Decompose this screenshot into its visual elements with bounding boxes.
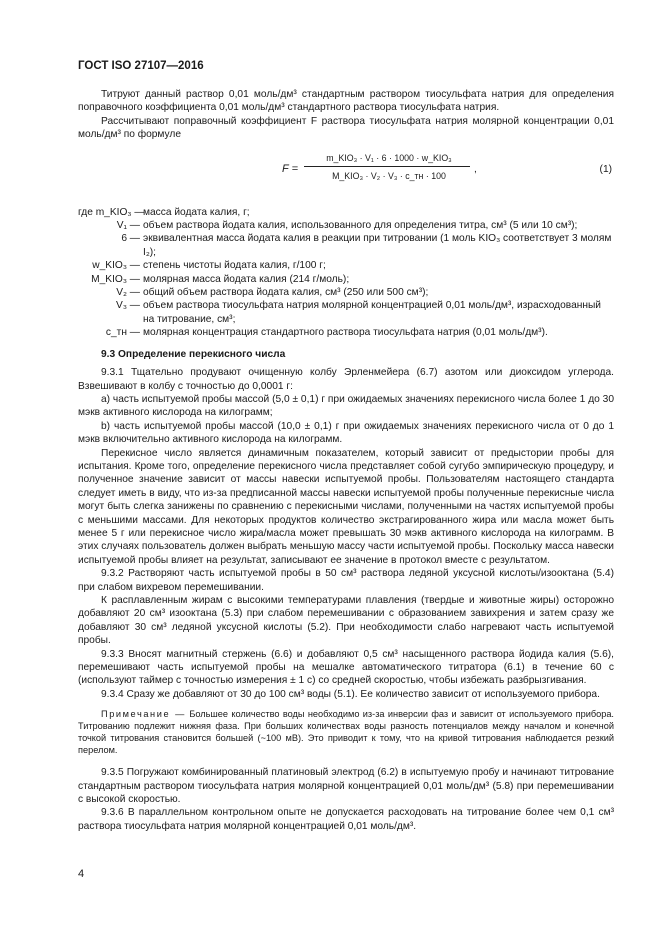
paragraph: 9.3.3 Вносят магнитный стержень (6.6) и добавляют 0,5 см³ насыщенного раствора йодида калия (5.6), перемешивают часть испытуемой пробы на мешалке автоматического титратора (6.1) в течение 60 с (используют таймер с точностью измерения ± 1 с) со средней скоростью, чтобы избежать разбрызгивания. — [78, 648, 614, 687]
definition-row — [78, 299, 614, 326]
paragraph: К расплавленным жирам с высокими температурами плавления (твердые и животные жиры) осторожно добавляют 20 см³ изооктана (5.3) при слабом перемешивании с образованием завихрения и затем сразу же добавляют 30 см³ ледяной уксусной кислоты (5.2). При необходимости слабо нагревают часть испытуемой пробы. — [78, 595, 614, 647]
section-title: 9.3 Определение перекисного числа — [101, 348, 286, 360]
definition-row — [78, 259, 614, 272]
definition-text: молярная масса йодата калия (214 г/моль); — [143, 273, 350, 285]
fraction-bar — [304, 166, 470, 167]
paragraph: 9.3.1 Тщательно продувают очищенную колбу Эрленмейера (6.7) азотом или диоксидом углерода. Взвешивают в колбу с точностью до 0,0001 г: — [78, 367, 614, 392]
intro-paragraph-1: Титруют данный раствор 0,01 моль/дм³ стандартным раствором тиосульфата натрия для определения поправочного коэффициента 0,01 моль/дм³ стандартного раствора тиосульфата натрия. — [78, 89, 614, 114]
paragraph: a) часть испытуемой пробы массой (5,0 ± 0,1) г при ожидаемых значениях перекисного числа более 1 до 30 мэкв активного кислорода на килограмм; — [78, 393, 614, 419]
definition-symbol: V₃ — — [116, 300, 140, 312]
definition-symbol: c_тн — — [105, 327, 140, 339]
definition-symbol: V₁ — — [116, 220, 140, 232]
definition-row — [78, 206, 614, 219]
formula-number: (1) — [599, 163, 612, 175]
definition-text: масса йодата калия, г; — [143, 206, 250, 218]
definition-row — [78, 273, 614, 286]
definition-text: степень чистоты йодата калия, г/100 г; — [143, 260, 326, 272]
formula-block — [78, 146, 614, 204]
definition-text: объем раствора йодата калия, использованного для определения титра, см³ (5 или 10 см³); — [143, 220, 578, 232]
note-text: Большее количество воды необходимо из-за инверсии фаз и зависит от используемого прибора. Титрованию подлежит нижняя фаза. При больших количествах воды разность потенциалов между началом и конечной точкой титрования становится большей (~100 мВ). Это приводит к тому, что на кривой титрования наблюдается резкий перелом. — [78, 709, 614, 756]
definition-symbol: где m_KIO₃ — — [78, 206, 145, 218]
definition-row — [78, 286, 614, 299]
definition-row — [78, 326, 614, 339]
definition-symbol: w_KIO₃ — — [92, 260, 140, 272]
paragraph: 9.3.4 Сразу же добавляют от 30 до 100 см³ воды (5.1). Ее количество зависит от используемого прибора. — [101, 688, 600, 700]
formula-numerator: m_KIO₃ · V₁ · 6 · 1000 · w_KIO₃ — [326, 152, 452, 163]
definition-symbol: 6 — — [121, 233, 140, 245]
intro-paragraph-2: Рассчитывают поправочный коэффициент F раствора тиосульфата натрия молярной концентрации 0,01 моль/дм³ по формуле — [78, 115, 614, 141]
definition-row — [78, 219, 614, 232]
definition-row — [78, 232, 614, 259]
definition-symbol: M_KIO₃ — — [91, 273, 140, 285]
note-label: Примечание — — [101, 709, 186, 720]
paragraph: 9.3.5 Погружают комбинированный платиновый электрод (6.2) в испытуемую пробу и начинают титрование стандартным раствором тиосульфата натрия молярной концентрацией 0,01 моль/дм³ (5.8) при перемешивании с высокой скоростью. — [78, 767, 614, 806]
document-header: ГОСТ ISO 27107—2016 — [78, 60, 204, 72]
formula-denominator: M_KIO₃ · V₂ · V₃ · c_тн · 100 — [332, 170, 446, 181]
definitions-list — [78, 206, 614, 340]
formula-suffix: , — [474, 163, 477, 175]
definition-text: эквивалентная масса йодата калия в реакции при титровании (1 моль KIO₃ соответствует 3 молям I₂); — [143, 233, 612, 258]
definition-text: общий объем раствора йодата калия, см³ (250 или 500 см³); — [143, 287, 429, 299]
formula-lhs: F = — [282, 162, 299, 175]
paragraph: 9.3.2 Растворяют часть испытуемой пробы в 50 см³ раствора ледяной уксусной кислоты/изооктана (5.4) при слабом вихревом перемешивании. — [78, 568, 614, 593]
paragraph: Перекисное число является динамичным показателем, который зависит от предыстории пробы для испытания. Кроме того, определение перекисного числа представляет собой сугубо эмпирическую процедуру, и полученное значение зависит от массы навески испытуемой пробы. Пользователям настоящего стандарта следует иметь в виду, что из-за предписанной массы навески испытуемой пробы полученные перекисные числа могут быть слегка занижены по сравнению с перекисными числами, полученными на частях испытуемой пробы с меньшими массами. Для некоторых продуктов количество экстрагированного жира или масла может быть менее 5 г или перекисное число жира/масла может превышать 30 мэкв активного кислорода на килограмм. В этих случаях пользователь должен выбрать меньшую массу части испытуемой пробы. Поскольку масса навески испытуемой пробы влияет на результат, записывают ее значение в протокол вместе с результатом. — [78, 447, 614, 566]
note — [78, 708, 614, 756]
definition-text: молярная концентрация стандартного раствора тиосульфата натрия (0,01 моль/дм³). — [143, 327, 548, 339]
document-body — [78, 88, 614, 833]
paragraph: 9.3.6 В параллельном контрольном опыте не допускается расходовать на титрование более чем 0,1 см³ раствора тиосульфата натрия молярной концентрацией 0,01 моль/дм³. — [78, 807, 614, 832]
definition-text: объем раствора тиосульфата натрия молярной концентрацией 0,01 моль/дм³, израсходованный на титрование, см³; — [143, 300, 601, 325]
paragraph: b) часть испытуемой пробы массой (10,0 ± 0,1) г при ожидаемых значениях перекисного числа от 0 до 1 мэкв включительно активного кислорода на килограмм. — [78, 420, 614, 446]
page-number: 4 — [78, 868, 85, 880]
definition-symbol: V₂ — — [116, 287, 140, 299]
